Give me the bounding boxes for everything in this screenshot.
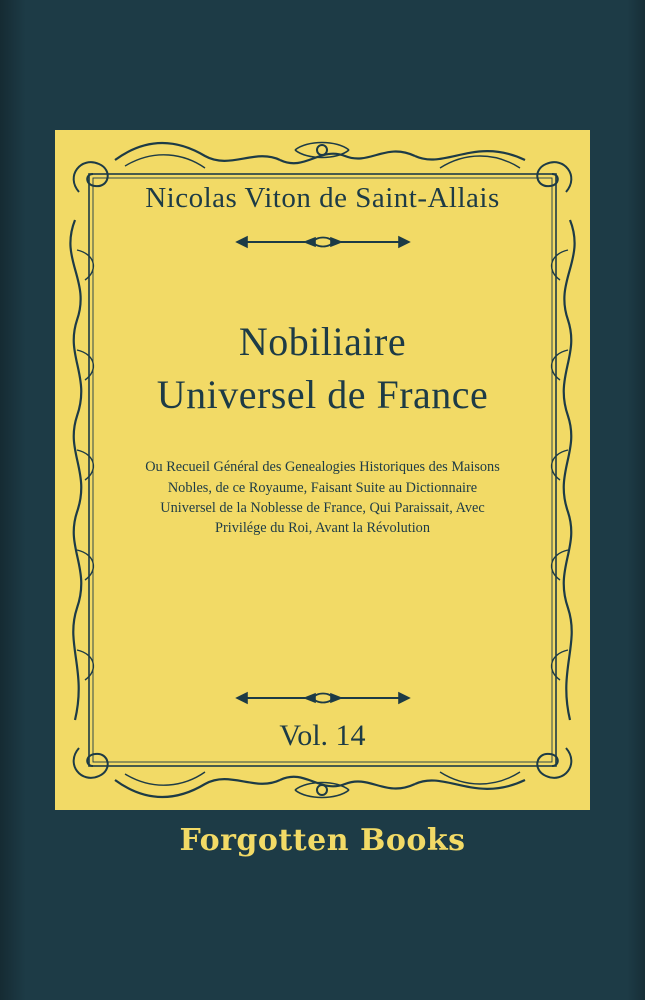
title-block	[113, 315, 532, 421]
volume-number: Vol. 14	[279, 718, 366, 752]
subtitle: Ou Recueil Général des Genealogies Historiques des Maisons Nobles, de ce Royaume, Faisant Suite au Dictionnaire Universel de la Noblesse de France, Qui Paraissait, Avec Privilége du Roi, Avant la Révolution	[145, 459, 500, 537]
cover-content	[55, 130, 590, 810]
author-name: Nicolas Viton de Saint-Allais	[145, 182, 500, 214]
publisher-label: Forgotten Books	[179, 823, 466, 858]
publisher-name	[0, 822, 645, 859]
title-line-1: Nobiliaire	[238, 319, 407, 364]
ornamental-divider-top-icon	[233, 231, 413, 253]
title-line-2: Universel de France	[156, 372, 489, 418]
ornamental-divider-bottom-icon	[233, 687, 413, 709]
